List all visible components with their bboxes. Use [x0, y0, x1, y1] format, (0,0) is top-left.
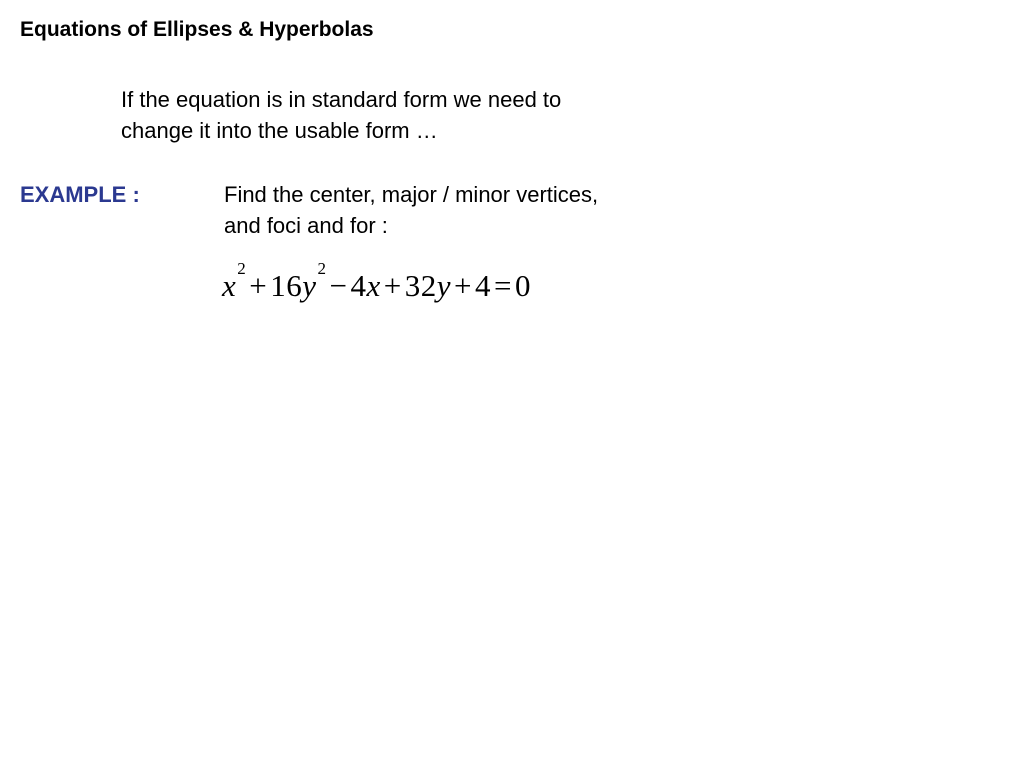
- eq-term1-exp: 2: [237, 259, 247, 278]
- eq-op3: +: [383, 268, 402, 303]
- eq-term2-var: y: [302, 268, 317, 303]
- eq-op1: +: [249, 268, 268, 303]
- eq-op4: +: [454, 268, 472, 303]
- example-text: [224, 179, 598, 241]
- equation: [222, 259, 531, 308]
- example-line-1: Find the center, major / minor vertices,: [224, 182, 599, 207]
- eq-term5-const: 4: [475, 268, 491, 303]
- eq-term3-coef: 4: [350, 268, 367, 303]
- intro-text: [121, 84, 561, 146]
- eq-op5: =: [494, 268, 512, 303]
- eq-term2-coef: 16: [270, 268, 303, 303]
- eq-rhs: 0: [514, 268, 531, 303]
- slide-title: Equations of Ellipses & Hyperbolas: [20, 18, 374, 41]
- eq-term3-var: x: [366, 268, 381, 303]
- example-label: EXAMPLE :: [20, 182, 140, 207]
- eq-term4-var: y: [436, 268, 452, 303]
- eq-term1-var: x: [222, 268, 237, 303]
- intro-line-1: If the equation is in standard form we need to: [121, 87, 562, 112]
- eq-term4-coef: 32: [404, 268, 437, 303]
- intro-line-2: change it into the usable form …: [121, 118, 438, 143]
- example-line-2: and foci and for :: [224, 213, 388, 238]
- eq-term2-exp: 2: [317, 259, 327, 278]
- eq-op2: −: [329, 268, 348, 303]
